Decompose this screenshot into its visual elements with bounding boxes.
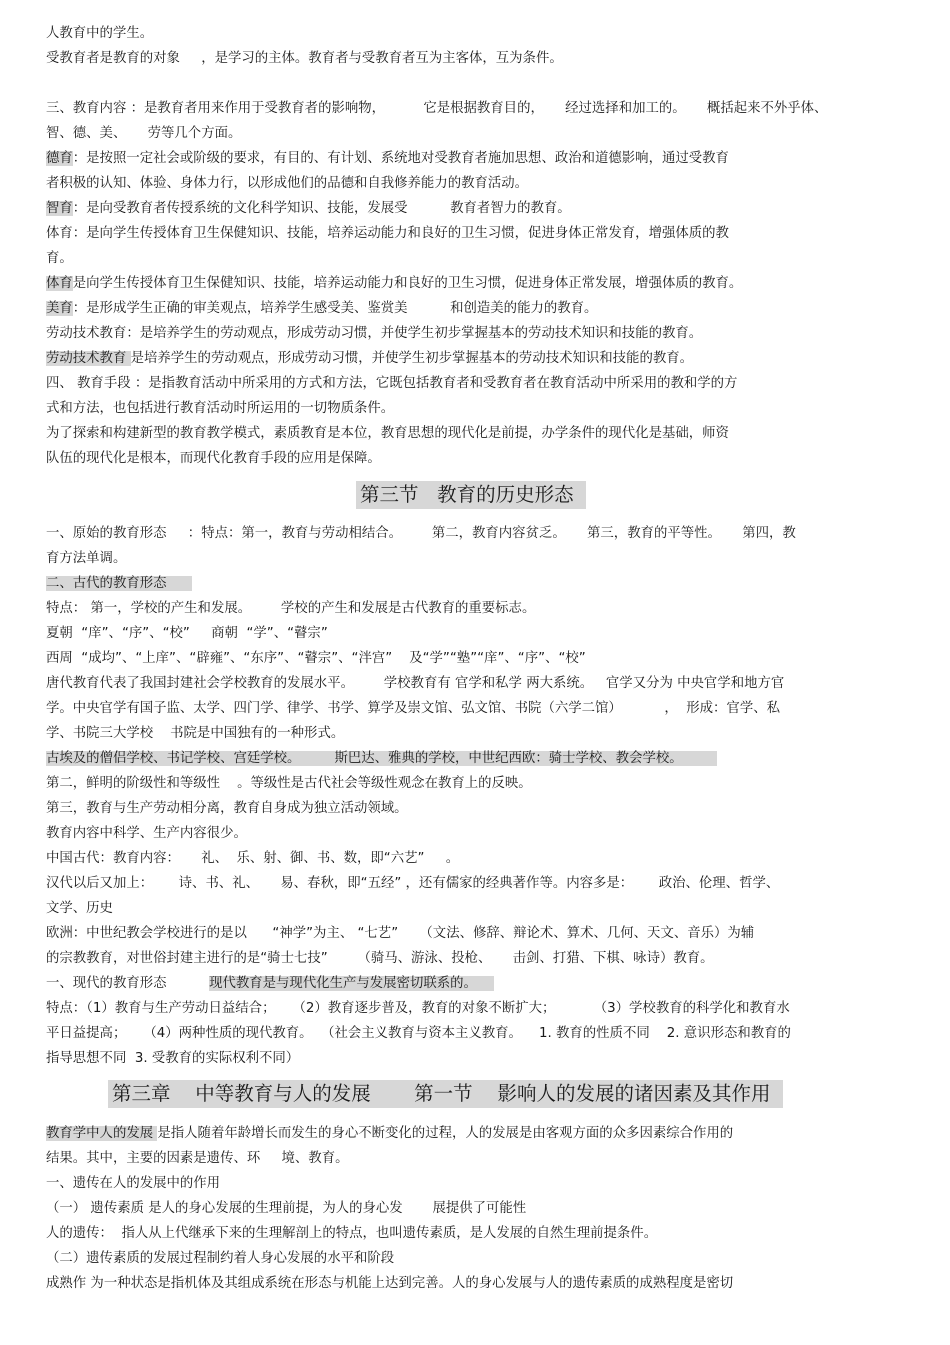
text-line: 受教育者是教育的对象 ，是学习的主体。教育者与受教育者互为主客体，互为条件。 [46,51,563,66]
text-line: 智、德、美、 劳等几个方面。 [46,126,242,141]
text-line: 美育：是形成学生正确的审美观点，培养学生感受美、鉴赏美 和创造美的能力的教育。 [46,301,598,316]
text-line: （二）遗传素质的发展过程制约着人身心发展的水平和阶段 [46,1251,395,1266]
text-line: 特点： 第一，学校的产生和发展。 学校的产生和发展是古代教育的重要标志。 [46,601,536,616]
text-line: 育。 [46,251,73,266]
text-line: 特点：（1）教育与生产劳动日益结合； （2）教育逐步普及，教育的对象不断扩大； （3）学校教育的科学化和教育水 [46,1001,790,1016]
highlighted-term: 美育 [46,301,73,316]
highlighted-term: 劳动技术教育 [46,351,131,366]
text-line: 第三，教育与生产劳动相分离，教育自身成为独立活动领域。 [46,801,408,816]
text-line: 人教育中的学生。 [46,26,154,41]
text-line: （一） 遗传素质 是人的身心发展的生理前提，为人的身心发 展提供了可能性 [46,1201,527,1216]
text-line: 智育：是向受教育者传授系统的文化科学知识、技能，发展受 教育者智力的教育。 [46,201,571,216]
text-line: 者积极的认知、体验、身体力行，以形成他们的品德和自我修养能力的教育活动。 [46,176,529,191]
highlighted-heading: 二、古代的教育形态 [46,576,193,591]
section-heading: 第三节 教育的历史形态 [356,481,586,509]
highlighted-text: 古埃及的僧侣学校、书记学校、宫廷学校。 斯巴达、雅典的学校，中世纪西欧：骑士学校、教会学校。 [46,751,717,766]
chapter-heading: 第三章 中等教育与人的发展 第一节 影响人的发展的诸因素及其作用 [108,1080,783,1108]
text-line: 一、遗传在人的发展中的作用 [46,1176,221,1191]
text-line: 欧洲：中世纪教会学校进行的是以 “神学”为主、 “七艺” （文法、修辞、辩论术、算术、几何、天文、音乐）为辅 [46,926,755,941]
text-line: 劳动技术教育 是培养学生的劳动观点，形成劳动习惯，并使学生初步掌握基本的劳动技术知识和技能的教育。 [46,351,694,366]
text-line: 汉代以后又加上： 诗、书、礼、 易、春秋，即“五经” ，还有儒家的经典著作等。内容多是： 政治、伦理、哲学、 [46,876,780,891]
text-line [46,749,717,769]
text-line: 为了探索和构建新型的教育教学模式，素质教育是本位，教育思想的现代化是前提，办学条件的现代化是基础，师资 [46,426,729,441]
text-line: 文学、历史 [46,901,113,916]
text-line: 指导思想不同 3. 受教育的实际权利不同） [46,1051,300,1066]
text-line: 劳动技术教育：是培养学生的劳动观点，形成劳动习惯，并使学生初步掌握基本的劳动技术知识和技能的教育。 [46,326,703,341]
highlighted-term: 体育 [46,276,73,291]
text-line: 夏朝 “庠”、“序”、“校” 商朝 “学”、“瞽宗” [46,626,328,641]
text-line: 平日益提高； （4）两种性质的现代教育。 （社会主义教育与资本主义教育。 1. 教育的性质不同 2. 意识形态和教育的 [46,1026,791,1041]
text-line: 西周 “成均”、“上庠”、“辟雍”、“东序”、“瞽宗”、“泮宫” 及“学”“塾”“庠”、“序”、“校” [46,651,586,666]
text-line: 式和方法，也包括进行教育活动时所运用的一切物质条件。 [46,401,395,416]
text-line: 一、现代的教育形态 现代教育是与现代化生产与发展密切联系的。 [46,976,494,991]
text-line: 队伍的现代化是根本，而现代化教育手段的应用是保障。 [46,451,381,466]
highlighted-term: 德育 [46,151,73,166]
text-line [46,574,192,594]
text-line: 育方法单调。 [46,551,127,566]
text-line: 结果。其中，主要的因素是遗传、环 境、教育。 [46,1151,349,1166]
text-line: 四、 教育手段 ：是指教育活动中所采用的方式和方法，它既包括教育者和受教育者在教育活动中所采用的教和学的方 [46,376,738,391]
text-line: 体育是向学生传授体育卫生保健知识、技能，培养运动能力和良好的卫生习惯，促进身体正常发展，增强体质的教育。 [46,276,743,291]
text-line: 的宗教教育，对世俗封建主进行的是“骑士七技” （骑马、游泳、投枪、 击剑、打猎、下棋、咏诗）教育。 [46,951,714,966]
text-line: 人的遗传： 指人从上代继承下来的生理解剖上的特点，也叫遗传素质，是人发展的自然生理前提条件。 [46,1226,658,1241]
text-line: 德育：是按照一定社会或阶级的要求，有目的、有计划、系统地对受教育者施加思想、政治和道德影响，通过受教育 [46,151,729,166]
text-line: 三、教育内容 ：是教育者用来作用于受教育者的影响物， 它是根据教育目的， 经过选择和加工的。 概括起来不外乎体、 [46,101,828,116]
text-line: 学、书院三大学校 书院是中国独有的一种形式。 [46,726,345,741]
text-line: 一、原始的教育形态 ：特点：第一，教育与劳动相结合。 第二，教育内容贫乏。 第三，教育的平等性。 第四，教 [46,526,796,541]
highlighted-term: 教育学中人的发展 [46,1126,158,1141]
highlighted-term: 智育 [46,201,73,216]
text-line: 第二，鲜明的阶级性和等级性 。等级性是古代社会等级性观念在教育上的反映。 [46,776,532,791]
text-line: 学。中央官学有国子监、太学、四门学、律学、书学、算学及崇文馆、弘文馆、书院（六学二馆） ， 形成：官学、私 [46,701,780,716]
text-line: 教育学中人的发展 是指人随着年龄增长而发生的身心不断变化的过程，人的发展是由客观方面的众多因素综合作用的 [46,1126,734,1141]
text-line: 成熟作 为一种状态是指机体及其组成系统在形态与机能上达到完善。人的身心发展与人的遗传素质的成熟程度是密切 [46,1276,734,1291]
text-line: 教育内容中科学、生产内容很少。 [46,826,247,841]
text-line: 唐代教育代表了我国封建社会学校教育的发展水平。 学校教育有 官学和私学 两大系统。 官学又分为 中央官学和地方官 [46,676,785,691]
text-line: 中国古代：教育内容： 礼、 乐、射、御、书、数，即“六艺” 。 [46,851,460,866]
text-line: 体育：是向学生传授体育卫生保健知识、技能，培养运动能力和良好的卫生习惯，促进身体正常发育，增强体质的教 [46,226,729,241]
highlighted-text: 现代教育是与现代化生产与发展密切联系的。 [209,976,494,991]
